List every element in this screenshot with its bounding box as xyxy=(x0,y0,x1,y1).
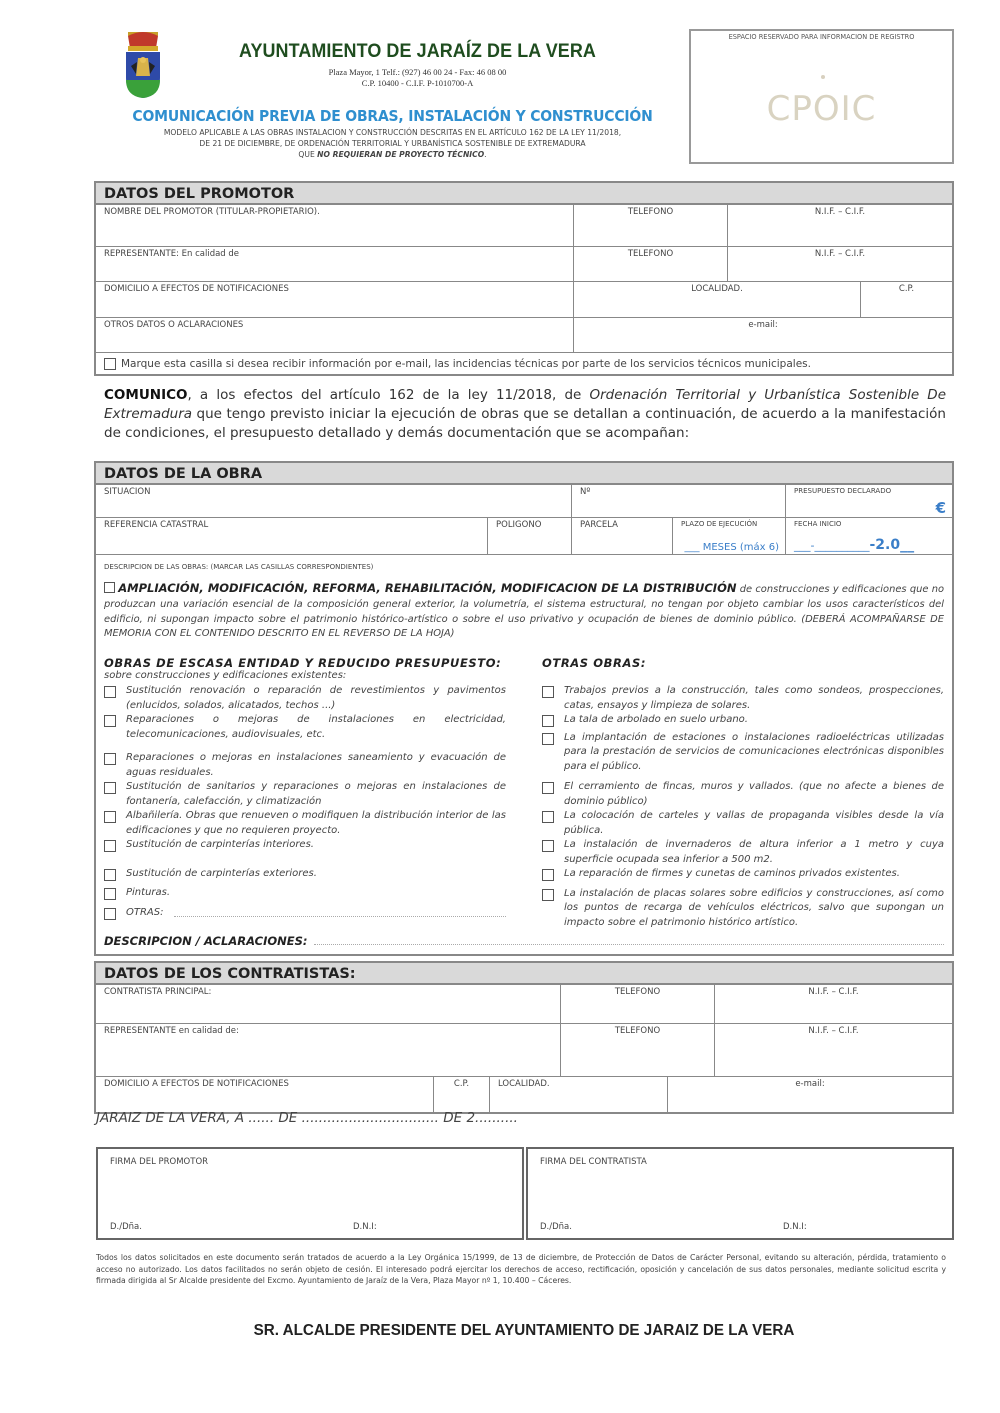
contratista-rep-phone-field[interactable]: TELEFONO xyxy=(561,1024,715,1076)
plazo-ejecucion-field[interactable]: PLAZO DE EJECUCIÓN ___ MESES (máx 6) xyxy=(673,518,786,554)
subtitle-line-3: QUE NO REQUIERAN DE PROYECTO TÉCNICO. xyxy=(298,150,487,159)
coat-of-arms-logo xyxy=(118,30,168,100)
otras-item[interactable]: La instalación de invernaderos de altura inferior a 1 metro y cuya superficie ocupada sea inferior a 500 m2. xyxy=(542,838,944,867)
subtitle-line-1: MODELO APLICABLE A LAS OBRAS INSTALACION Y CONSTRUCCIÓN DESCRITAS EN EL ARTÍCULO 162 DE LA LEY 11/2018, xyxy=(163,128,622,137)
contratista-phone-field[interactable]: TELEFONO xyxy=(561,985,715,1023)
otras-item[interactable]: Trabajos previos a la construcción, tales como sondeos, prospecciones, catas, ensayos y limpieza de solares. xyxy=(542,684,944,713)
escasa-item[interactable]: Sustitución renovación o reparación de revestimientos y pavimentos (enlucidos, solados, alicatados, techos ...) xyxy=(104,684,506,713)
ampliacion-checkbox[interactable] xyxy=(104,582,115,593)
date-line[interactable]: JARAIZ DE LA VERA, A ...... DE ................................ DE 2.......... xyxy=(96,1110,518,1126)
representante-nif-field[interactable]: N.I.F. – C.I.F. xyxy=(814,249,866,259)
organization-title: AYUNTAMIENTO DE JARAÍZ DE LA VERA xyxy=(239,40,596,62)
address-line-1: Plaza Mayor, 1 Telf.: (927) 46 00 24 - Fax: 46 08 00 xyxy=(328,67,507,77)
registry-dot xyxy=(821,75,825,79)
escasa-item[interactable]: Albañilería. Obras que renueven o modifiquen la distribución interior de las edificaciones y que no requieren proyecto. xyxy=(104,809,506,838)
otras-item[interactable]: La reparación de firmes y cunetas de caminos privados existentes. xyxy=(542,867,944,882)
email-notification-checkbox[interactable] xyxy=(104,358,116,370)
contratista-rep-nif-field[interactable]: N.I.F. – C.I.F. xyxy=(808,1026,859,1036)
registry-stamp: CPOIC xyxy=(766,89,877,129)
fecha-inicio-field[interactable]: FECHA INICIO ___-__________-2.0__ xyxy=(794,520,915,553)
contratista-localidad-field[interactable]: LOCALIDAD. xyxy=(490,1077,668,1112)
subtitle-line-2: DE 21 DE DICIEMBRE, DE ORDENACIÓN TERRITORIAL Y URBANÍSTICA SOSTENIBLE DE EXTREMADURA xyxy=(199,139,586,148)
presupuesto-field[interactable]: PRESUPUESTO DECLARADO € xyxy=(794,487,946,517)
escasa-item[interactable]: Pinturas. xyxy=(104,886,506,901)
section-title: DATOS DE LA OBRA xyxy=(96,463,952,485)
comunico-paragraph: COMUNICO, a los efectos del artículo 162 de la ley 11/2018, de Ordenación Territorial y Urbanística Sostenible De Extremadura que tengo previsto iniciar la ejecución de obras que se detallan a continuación, de acuerdo a la manifestación de condiciones, el presupuesto detallado y demás documentación que se acompañan: xyxy=(104,387,947,441)
organization-address xyxy=(180,67,655,89)
firma-promotor-box[interactable]: FIRMA DEL PROMOTOR D./Dña. D.N.I: xyxy=(96,1147,524,1240)
otros-datos-field[interactable]: OTROS DATOS O ACLARACIONES xyxy=(96,318,574,352)
domicilio-field[interactable]: DOMICILIO A EFECTOS DE NOTIFICACIONES xyxy=(96,282,574,317)
otras-item[interactable]: La instalación de placas solares sobre edificios y construcciones, así como los puntos de recarga de vehículos eléctricos, salvo que supongan un impacto sobre el patrimonio histórico artístico. xyxy=(542,887,944,931)
situacion-field[interactable]: SITUACION xyxy=(96,485,572,517)
escasa-item[interactable]: Sustitución de carpinterías exteriores. xyxy=(104,867,506,882)
escasa-item[interactable]: Sustitución de sanitarios y reparaciones o mejoras en instalaciones de fontanería, calefacción, y climatización xyxy=(104,780,506,809)
contratista-email-field[interactable]: e-mail: xyxy=(795,1079,825,1089)
descripcion-aclaraciones-field[interactable]: DESCRIPCION / ACLARACIONES: xyxy=(96,930,952,954)
footer-addressee: SR. ALCALDE PRESIDENTE DEL AYUNTAMIENTO DE JARAIZ DE LA VERA xyxy=(253,1322,795,1339)
escasa-entidad-column: OBRAS DE ESCASA ENTIDAD Y REDUCIDO PRESUPUESTO: sobre construcciones y edificaciones existentes: Sustitución renovación o reparación de revestimientos y pavimentos (enlucidos, solados, alicatados, techos ...) Reparaciones o mejoras de instalaciones en electricidad, telecomunicaciones, audiovisuales, etc. Reparaciones o mejoras en instalaciones saneamiento y evacuación de aguas residuales. Sustitución de sanitarios y reparaciones o mejoras en instalaciones de fontanería, calefacción, y climatización Albañilería. Obras que renueven o modifiquen la distribución interior de las edificaciones y que no requieren proyecto. Sustitución de carpinterías interiores. Sustitución de carpinterías exteriores. Pinturas. OTRAS: xyxy=(104,656,506,930)
firma-contratista-box[interactable]: FIRMA DEL CONTRATISTA D./Dña. D.N.I: xyxy=(526,1147,954,1240)
section-title: DATOS DEL PROMOTOR xyxy=(96,183,952,205)
descripcion-obras: DESCRIPCION DE LAS OBRAS: (MARCAR LAS CASILLAS CORRESPONDIENTES) AMPLIACIÓN, MODIFICACIÓN, REFORMA, REHABILITACIÓN, MODIFICACION DE LA DISTRIBUCIÓN de construcciones y edificaciones que no produzcan una variación esencial de la composición general exterior, la volumetría, el sistema estructural, no tengan por objeto cambiar los usos característicos del edificio, ni supongan impacto sobre el patrimonio histórico-artístico o sobre el uso privativo y ocupación de bienes de dominio público. (DEBERÁ ACOMPAÑARSE DE MEMORIA CON EL CONTENIDO DESCRITO EN EL REVERSO DE LA HOJA) OBRAS DE ESCASA ENTIDAD Y REDUCIDO PRESUPUESTO: sobre construcciones y edificaciones existentes: Sustitución renovación o reparación de revestimientos y pavimentos (enlucidos, solados, alicatados, techos ...) Reparaciones o mejoras de instalaciones en electricidad, telecomunicaciones, audiovisuales, etc. Reparaciones o mejoras en instalaciones saneamiento y evacuación de aguas residuales. Sustitución de sanitarios y reparaciones o mejoras en instalaciones de fontanería, calefacción, y climatización Albañilería. Obras que renueven o modifiquen la distribución interior de las edificaciones y que no requieren proyecto. Sustitución de carpinterías interiores. Sustitución de carpinterías exteriores. Pinturas. OTRAS: OTRAS OBRAS: Trabajos previos a la construcción, tales como sondeos, prospecciones, catas, ensayos y limpieza de solares. La tala de arbolado en suelo urbano. La implantación de estaciones o instalaciones radioeléctricas utilizadas para la prestación de servicios de comunicaciones electrónicas disponibles para el público. El cerramiento de fincas, muros y vallados. (que no afecte a bienes de dominio público) La colocación de carteles y vallas de propaganda visibles desde la vía pública. La instalación de invernaderos de altura inferior a 1 metro y cuya superficie ocupada sea inferior a 500 m2. La reparación de firmes y cunetas de caminos privados existentes. La instalación de placas solares sobre edificios y construcciones, así como los puntos de recarga de vehículos eléctricos, salvo que supongan un impacto sobre el patrimonio histórico artístico. DESCRIPCION / ACLARACIONES: xyxy=(96,555,952,954)
email-notification-checkbox-row[interactable]: Marque esta casilla si desea recibir información por e-mail, las incidencias técnicas por parte de los servicios técnicos municipales. xyxy=(96,353,819,374)
registry-label: ESPACIO RESERVADO PARA INFORMACION DE REGISTRO xyxy=(728,33,915,41)
ampliacion-option: AMPLIACIÓN, MODIFICACIÓN, REFORMA, REHABILITACIÓN, MODIFICACION DE LA DISTRIBUCIÓN de construcciones y edificaciones que no produzcan una variación esencial de la composición general exterior, la volumetría, el sistema estructural, no tengan por objeto cambiar los usos característicos del edificio, ni supongan impacto sobre el patrimonio histórico-artístico o sobre el uso privativo y ocupación de bienes de dominio público. (DEBERÁ ACOMPAÑARSE DE MEMORIA CON EL CONTENIDO DESCRITO EN EL REVERSO DE LA HOJA) xyxy=(104,581,945,640)
contratista-domicilio-field[interactable]: DOMICILIO A EFECTOS DE NOTIFICACIONES xyxy=(96,1077,434,1112)
section-title: DATOS DE LOS CONTRATISTAS: xyxy=(96,963,952,985)
localidad-field[interactable]: LOCALIDAD. xyxy=(574,282,861,317)
promotor-nif-field[interactable]: N.I.F. – C.I.F. xyxy=(814,207,866,217)
representante-field[interactable]: REPRESENTANTE: En calidad de xyxy=(96,247,574,281)
cp-field[interactable]: C.P. xyxy=(898,284,915,294)
escasa-item[interactable]: Reparaciones o mejoras en instalaciones saneamiento y evacuación de aguas residuales. xyxy=(104,751,506,780)
poligono-field[interactable]: POLIGONO xyxy=(488,518,572,554)
form-subtitle xyxy=(100,127,685,160)
representante-phone-field[interactable]: TELEFONO xyxy=(574,247,728,281)
contratista-cp-field[interactable]: C.P. xyxy=(434,1077,490,1112)
euro-icon: € xyxy=(935,499,946,517)
parcela-field[interactable]: PARCELA xyxy=(572,518,673,554)
referencia-catastral-field[interactable]: REFERENCIA CATASTRAL xyxy=(96,518,488,554)
numero-field[interactable]: Nº xyxy=(572,485,786,517)
escasa-item[interactable]: Reparaciones o mejoras de instalaciones en electricidad, telecomunicaciones, audiovisuales, etc. xyxy=(104,713,506,742)
registry-box xyxy=(689,29,954,164)
otras-item[interactable]: La colocación de carteles y vallas de propaganda visibles desde la vía pública. xyxy=(542,809,944,838)
otras-item[interactable]: El cerramiento de fincas, muros y vallados. (que no afecte a bienes de dominio público) xyxy=(542,780,944,809)
contratistas-section xyxy=(94,961,954,1114)
otras-obras-column: OTRAS OBRAS: Trabajos previos a la construcción, tales como sondeos, prospecciones, catas, ensayos y limpieza de solares. La tala de arbolado en suelo urbano. La implantación de estaciones o instalaciones radioeléctricas utilizadas para la prestación de servicios de comunicaciones electrónicas disponibles para el público. El cerramiento de fincas, muros y vallados. (que no afecte a bienes de dominio público) La colocación de carteles y vallas de propaganda visibles desde la vía pública. La instalación de invernaderos de altura inferior a 1 metro y cuya superficie ocupada sea inferior a 500 m2. La reparación de firmes y cunetas de caminos privados existentes. La instalación de placas solares sobre edificios y construcciones, así como los puntos de recarga de vehículos eléctricos, salvo que supongan un impacto sobre el patrimonio histórico artístico. xyxy=(542,656,944,930)
address-line-2: C.P. 10400 - C.I.F. P-1010700-A xyxy=(361,78,474,88)
contratista-nif-field[interactable]: N.I.F. – C.I.F. xyxy=(808,987,859,997)
form-title: COMUNICACIÓN PREVIA DE OBRAS, INSTALACIÓN Y CONSTRUCCIÓN xyxy=(132,107,653,125)
email-field[interactable]: e-mail: xyxy=(748,320,778,330)
escasa-item-otras[interactable]: OTRAS: xyxy=(104,906,506,921)
escasa-item[interactable]: Sustitución de carpinterías interiores. xyxy=(104,838,506,853)
promotor-phone-field[interactable]: TELEFONO xyxy=(574,205,728,246)
obra-section xyxy=(94,461,954,956)
otras-item[interactable]: La tala de arbolado en suelo urbano. xyxy=(542,713,944,728)
promotor-name-field[interactable]: NOMBRE DEL PROMOTOR (TITULAR-PROPIETARIO). xyxy=(96,205,574,246)
contratista-principal-field[interactable]: CONTRATISTA PRINCIPAL: xyxy=(96,985,561,1023)
otras-item[interactable]: La implantación de estaciones o instalaciones radioeléctricas utilizadas para la prestación de servicios de comunicaciones electrónicas disponibles para el público. xyxy=(542,731,944,775)
contratista-representante-field[interactable]: REPRESENTANTE en calidad de: xyxy=(96,1024,561,1076)
promotor-section xyxy=(94,181,954,376)
data-protection-notice: Todos los datos solicitados en este documento serán tratados de acuerdo a la Ley Orgánica 15/1999, de 13 de diciembre, de Protección de Datos de Carácter Personal, evitando su alteración, pérdida, tratamiento o acceso no autorizado. Los datos facilitados no serán objeto de cesión. El interesado podrá ejercitar los derechos de acceso, rectificación, oposición y cancelación de sus datos personales, mediante solicitud escrita y firmada dirigida al Sr Alcalde presidente del Excmo. Ayuntamiento de Jaraíz de la Vera, Plaza Mayor nº 1, 10.400 – Cáceres. xyxy=(96,1253,946,1285)
